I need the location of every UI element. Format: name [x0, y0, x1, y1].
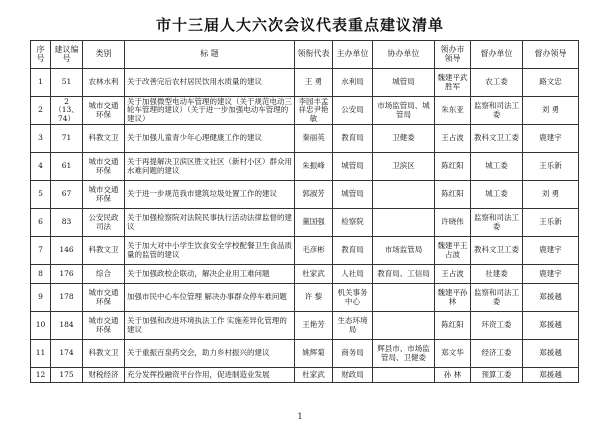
cell-category: 科教文卫: [83, 237, 125, 265]
cell-supervisor: 郑援越: [523, 340, 579, 368]
table-row: [31, 153, 579, 181]
table-row: [31, 340, 579, 368]
cell-host-unit: 机关事务中心: [333, 284, 373, 312]
cell-seq: 11: [31, 340, 51, 368]
cell-subject: 关于加强和改进环境执法工作 实施差异化管理的建议: [125, 312, 295, 340]
cell-co-unit: [373, 312, 435, 340]
cell-category: 综合: [83, 265, 125, 284]
cell-supervising-unit: 监察和司法工委: [471, 209, 523, 237]
cell-code: 174: [51, 340, 83, 368]
cell-lead-rep: 姚辉菊: [295, 340, 333, 368]
cell-supervising-unit: 城工委: [471, 181, 523, 209]
cell-lead-rep: 郭淑芳: [295, 181, 333, 209]
header-supervising-unit: 督办单位: [471, 41, 523, 69]
table-row: [31, 265, 579, 284]
cell-co-unit: [373, 181, 435, 209]
cell-category: 公安民政司法: [83, 209, 125, 237]
cell-supervising-unit: 教科文卫工委: [471, 125, 523, 153]
cell-category: 农林水利: [83, 69, 125, 97]
page-number: 1: [297, 412, 303, 421]
cell-host-unit: 城管局: [333, 153, 373, 181]
cell-host-unit: 财政局: [333, 368, 373, 383]
cell-supervising-unit: 农工委: [471, 69, 523, 97]
cell-city-leader: 郑文华: [435, 340, 471, 368]
cell-code: 71: [51, 125, 83, 153]
cell-city-leader: 许晓伟: [435, 209, 471, 237]
header-lead-rep: 领衔代表: [295, 41, 333, 69]
cell-code: 67: [51, 181, 83, 209]
cell-lead-rep: 王艳芳: [295, 312, 333, 340]
table-row: [31, 209, 579, 237]
cell-supervisor: 鹿建宇: [523, 265, 579, 284]
suggestion-table: [30, 40, 579, 383]
table-row: [31, 368, 579, 383]
cell-city-leader: 朱东亚: [435, 97, 471, 125]
cell-subject: 关于进一步规范我市建筑垃圾处置工作的建议: [125, 181, 295, 209]
header-supervisor: 督办领导: [523, 41, 579, 69]
table-header-row: [31, 41, 579, 69]
cell-lead-rep: 王 勇: [295, 69, 333, 97]
cell-city-leader: 陈红阳: [435, 153, 471, 181]
cell-seq: 8: [31, 265, 51, 284]
header-subject: 标 题: [125, 41, 295, 69]
cell-seq: 7: [31, 237, 51, 265]
header-code: 建议编号: [51, 41, 83, 69]
cell-supervising-unit: 环资工委: [471, 312, 523, 340]
cell-supervisor: 路文忠: [523, 69, 579, 97]
cell-supervising-unit: 社建委: [471, 265, 523, 284]
cell-supervising-unit: 监察和司法工委: [471, 97, 523, 125]
cell-city-leader: 陈红阳: [435, 312, 471, 340]
cell-supervisor: 刘 勇: [523, 181, 579, 209]
cell-host-unit: 商务局: [333, 340, 373, 368]
table-row: [31, 97, 579, 125]
header-category: 类别: [83, 41, 125, 69]
header-host-unit: 主办单位: [333, 41, 373, 69]
cell-supervisor: 鹿建宇: [523, 237, 579, 265]
cell-lead-rep: 杜家武: [295, 265, 333, 284]
cell-co-unit: [373, 284, 435, 312]
cell-supervisor: 王乐新: [523, 209, 579, 237]
cell-category: 城市交通环保: [83, 181, 125, 209]
cell-co-unit: 卫健委: [373, 125, 435, 153]
cell-supervisor: 郑援越: [523, 284, 579, 312]
cell-supervising-unit: 城工委: [471, 153, 523, 181]
cell-subject: 关于加强儿童青少年心理健康工作的建议: [125, 125, 295, 153]
cell-seq: 12: [31, 368, 51, 383]
cell-subject: 关于加强微型电动车管理的建议（关于规范电动三轮车管理的建议）（关于进一步加强电动车管理的建议）: [125, 97, 295, 125]
cell-code: 83: [51, 209, 83, 237]
cell-host-unit: 检察院: [333, 209, 373, 237]
cell-supervisor: 鹿建宇: [523, 125, 579, 153]
cell-city-leader: 孙 林: [435, 368, 471, 383]
cell-lead-rep: 秦丽英: [295, 125, 333, 153]
cell-subject: 关于加大对中小学生饮食安全学校配餐卫生食品质量的监管的建议: [125, 237, 295, 265]
cell-code: 184: [51, 312, 83, 340]
cell-host-unit: 公安局: [333, 97, 373, 125]
cell-host-unit: 水利局: [333, 69, 373, 97]
cell-lead-rep: 李园丰孟祥忠尹艳敏: [295, 97, 333, 125]
cell-code: 2（13、74）: [51, 97, 83, 125]
cell-category: 城市交通环保: [83, 153, 125, 181]
cell-city-leader: 魏建平王占波: [435, 237, 471, 265]
cell-subject: 关于再提解决卫滨区胜文社区（新村小区）群众用水难问题的建议: [125, 153, 295, 181]
page-title: 市十三届人大六次会议代表重点建议清单: [155, 16, 444, 34]
cell-supervising-unit: 监察和司法工委: [471, 284, 523, 312]
cell-seq: 10: [31, 312, 51, 340]
header-city-leader: 领办市领导: [435, 41, 471, 69]
cell-city-leader: 王占波: [435, 265, 471, 284]
cell-co-unit: [373, 209, 435, 237]
cell-subject: 关于加强检察院对法院民事执行活动法律监督的建议: [125, 209, 295, 237]
cell-category: 财税经济: [83, 368, 125, 383]
cell-lead-rep: 董国强: [295, 209, 333, 237]
table-row: [31, 181, 579, 209]
cell-seq: 3: [31, 125, 51, 153]
cell-subject: 关于重振百泉药交会，助力乡村振兴的建议: [125, 340, 295, 368]
cell-subject: 关于加强政校企联动，解决企业用工难问题: [125, 265, 295, 284]
cell-subject: 充分发挥投融资平台作用，促进制造业发展: [125, 368, 295, 383]
cell-code: 146: [51, 237, 83, 265]
cell-seq: 9: [31, 284, 51, 312]
cell-city-leader: 魏建平武胜军: [435, 69, 471, 97]
cell-host-unit: 生态环境局: [333, 312, 373, 340]
cell-lead-rep: 许 黎: [295, 284, 333, 312]
cell-city-leader: 魏建平孙 林: [435, 284, 471, 312]
cell-host-unit: 教育局: [333, 237, 373, 265]
cell-subject: 关于改善完后农村居民饮用水质量的建议: [125, 69, 295, 97]
table-row: [31, 284, 579, 312]
cell-supervisor: 王乐新: [523, 153, 579, 181]
cell-city-leader: 陈红阳: [435, 181, 471, 209]
cell-category: 科教文卫: [83, 125, 125, 153]
cell-seq: 6: [31, 209, 51, 237]
cell-subject: 加强市民中心车位管理 解决办事群众停车难问题: [125, 284, 295, 312]
cell-co-unit: [373, 368, 435, 383]
cell-lead-rep: 杜家武: [295, 368, 333, 383]
cell-supervising-unit: 经济工委: [471, 340, 523, 368]
cell-seq: 4: [31, 153, 51, 181]
cell-code: 51: [51, 69, 83, 97]
header-co-unit: 协办单位: [373, 41, 435, 69]
cell-code: 175: [51, 368, 83, 383]
cell-host-unit: 城管局: [333, 181, 373, 209]
cell-supervisor: 郑援越: [523, 312, 579, 340]
cell-seq: 2: [31, 97, 51, 125]
cell-supervising-unit: 教科文卫工委: [471, 237, 523, 265]
cell-supervisor: 刘 勇: [523, 97, 579, 125]
cell-seq: 5: [31, 181, 51, 209]
cell-city-leader: 王占波: [435, 125, 471, 153]
cell-co-unit: 市场监管局: [373, 237, 435, 265]
header-seq: 序号: [31, 41, 51, 69]
cell-code: 178: [51, 284, 83, 312]
cell-lead-rep: 毛彦彬: [295, 237, 333, 265]
table-row: [31, 69, 579, 97]
cell-co-unit: 市场监管局、城管局: [373, 97, 435, 125]
table-row: [31, 125, 579, 153]
cell-co-unit: 辉县市、市场监管局、卫健委: [373, 340, 435, 368]
cell-co-unit: 教育局、工信局: [373, 265, 435, 284]
cell-seq: 1: [31, 69, 51, 97]
cell-supervisor: 郑援越: [523, 368, 579, 383]
cell-lead-rep: 朱振峰: [295, 153, 333, 181]
cell-co-unit: 卫滨区: [373, 153, 435, 181]
cell-category: 科教文卫: [83, 340, 125, 368]
cell-supervising-unit: 预算工委: [471, 368, 523, 383]
cell-host-unit: 人社局: [333, 265, 373, 284]
table-row: [31, 312, 579, 340]
cell-code: 61: [51, 153, 83, 181]
cell-code: 176: [51, 265, 83, 284]
cell-category: 城市交通环保: [83, 97, 125, 125]
cell-host-unit: 教育局: [333, 125, 373, 153]
table-row: [31, 237, 579, 265]
cell-category: 城市交通环保: [83, 312, 125, 340]
cell-co-unit: 城管局: [373, 69, 435, 97]
cell-category: 城市交通环保: [83, 284, 125, 312]
